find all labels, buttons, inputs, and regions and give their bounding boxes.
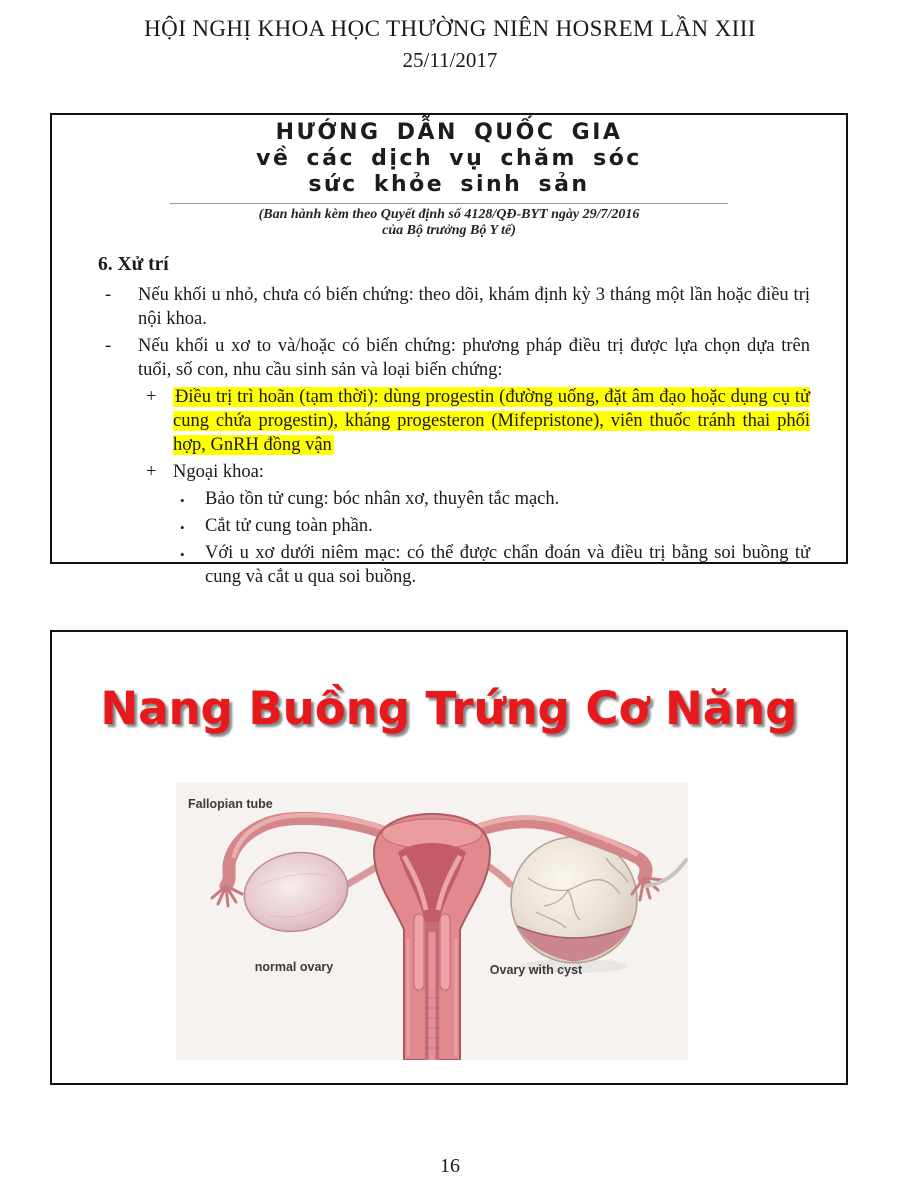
conference-title: HỘI NGHỊ KHOA HỌC THƯỜNG NIÊN HOSREM LẦN XIII bbox=[144, 16, 756, 41]
cervix-right-lip bbox=[440, 914, 450, 990]
list-item-text: Với u xơ dưới niêm mạc: có thể được chẩn đoán và điều trị bằng soi buồng tử cung và cắt u qua soi buồng. bbox=[205, 543, 810, 587]
list-item bbox=[180, 541, 810, 589]
guideline-title-line1: HƯỚNG DẪN QUỐC GIA bbox=[275, 120, 623, 145]
guideline-title-line2: về các dịch vụ chăm sóc bbox=[256, 146, 642, 171]
list-item-text: Bảo tồn tử cung: bóc nhân xơ, thuyên tắc mạch. bbox=[205, 489, 560, 509]
guideline-title-line3: sức khỏe sinh sản bbox=[308, 172, 590, 197]
page-number: 16 bbox=[440, 1155, 460, 1177]
guideline-subtitle bbox=[52, 207, 846, 239]
list-item bbox=[180, 514, 810, 538]
plus-marker: + bbox=[146, 387, 157, 407]
list-item bbox=[180, 487, 810, 511]
bullet-marker: • bbox=[180, 547, 185, 562]
uterus-ovaries-illustration bbox=[176, 782, 688, 1060]
list-item-text: Nếu khối u xơ to và/hoặc có biến chứng: phương pháp điều trị được lựa chọn dựa trên tuổi, số con, nhu cầu sinh sản và loại biến chứng: bbox=[138, 336, 810, 380]
guideline-title bbox=[52, 115, 846, 198]
list-item-text: Cắt tử cung toàn phần. bbox=[205, 516, 373, 536]
title-divider bbox=[170, 203, 728, 204]
cervix-left-lip bbox=[414, 914, 424, 990]
list-item bbox=[105, 334, 810, 382]
ovary-anatomy-diagram bbox=[176, 782, 688, 1060]
normal-ovary-label: normal ovary bbox=[254, 960, 334, 974]
list-item-text: Ngoại khoa: bbox=[173, 462, 264, 482]
bullet-marker: • bbox=[180, 493, 185, 508]
guideline-box bbox=[50, 113, 848, 587]
list-item bbox=[146, 460, 810, 484]
conference-date: 25/11/2017 bbox=[402, 48, 498, 72]
list-item-text: Nếu khối u nhỏ, chưa có biến chứng: theo dõi, khám định kỳ 3 tháng một lần hoặc điều trị nội khoa. bbox=[138, 285, 810, 329]
plus-marker: + bbox=[146, 462, 157, 482]
dash-marker: - bbox=[105, 285, 112, 305]
treatment-list bbox=[105, 283, 810, 589]
guideline-subtitle-line2: của Bộ trưởng Bộ Y tế) bbox=[382, 223, 516, 238]
highlighted-text: Điều trị trì hoãn (tạm thời): dùng progestin (đường uống, đặt âm đạo hoặc dụng cụ tử cung chứa progestin), kháng progesteron (Mifepristone), viên thuốc tránh thai phối hợp, GnRH đồng vận bbox=[173, 387, 810, 455]
page-header bbox=[0, 16, 900, 73]
section-heading: 6. Xử trí bbox=[98, 254, 169, 275]
list-item-highlighted bbox=[146, 385, 810, 457]
dash-marker: - bbox=[105, 336, 112, 356]
bullet-marker: • bbox=[180, 520, 185, 535]
slide-title: Nang Buồng Trứng Cơ Năng bbox=[100, 682, 798, 735]
fallopian-tube-label: Fallopian tube bbox=[188, 797, 273, 811]
list-item bbox=[105, 283, 810, 331]
guideline-subtitle-line1: (Ban hành kèm theo Quyết định số 4128/QĐ-BYT ngày 29/7/2016 bbox=[258, 207, 640, 222]
slide-box bbox=[50, 630, 848, 1085]
ovary-with-cyst-label: Ovary with cyst bbox=[489, 963, 583, 977]
